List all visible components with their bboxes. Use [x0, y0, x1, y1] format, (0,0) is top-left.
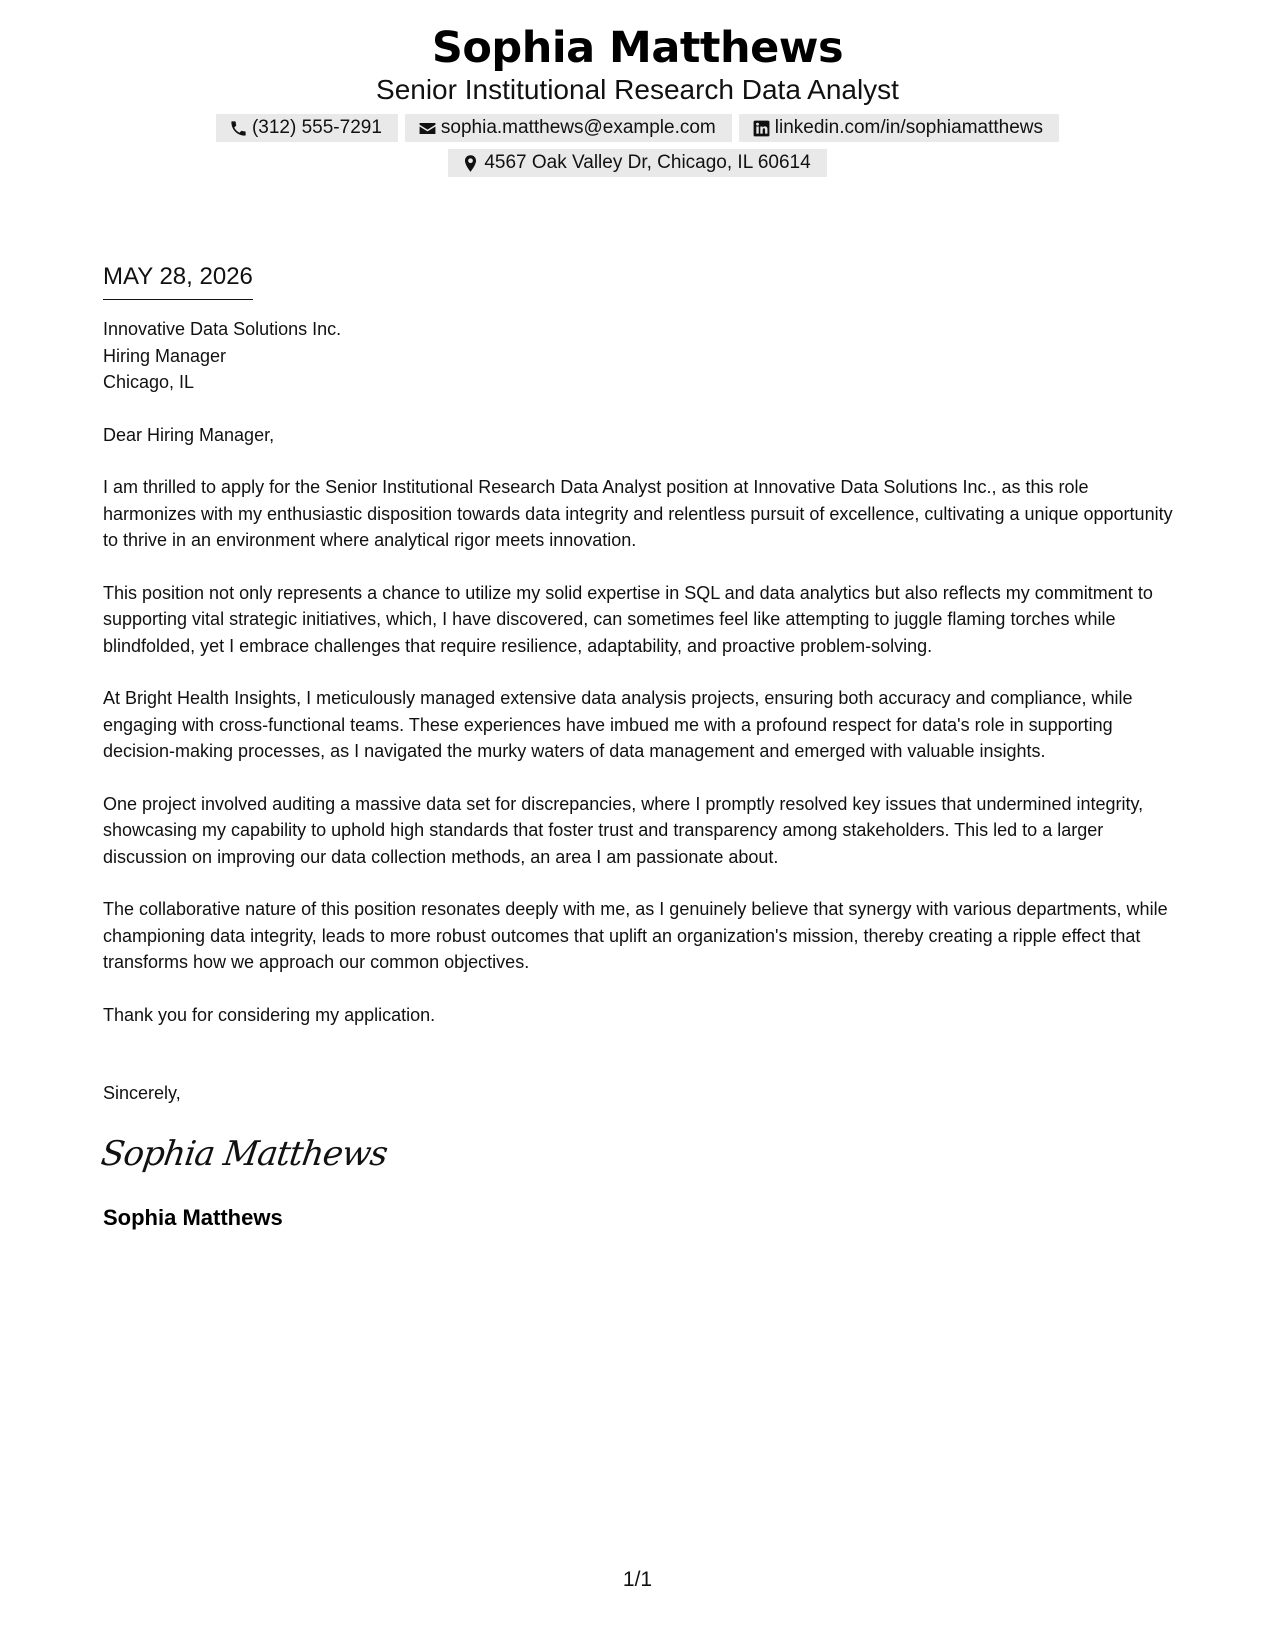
letter-date: MAY 28, 2026 [103, 262, 253, 300]
contact-linkedin-text: linkedin.com/in/sophiamatthews [774, 117, 1044, 138]
phone-icon [229, 119, 248, 138]
page-number: 1/1 [622, 1568, 653, 1591]
recipient-block [103, 316, 1173, 396]
letter-header [0, 22, 1275, 177]
signer-name: Sophia Matthews [103, 1204, 283, 1230]
body-paragraph: I am thrilled to apply for the Senior Institutional Research Data Analyst position at Innovative Data Solutions Inc., as this role harmonizes with my enthusiastic disposition towards data integrity and relentless pursuit of excellence, cultivating a unique opportunity to thrive in an environment where analytical rigor meets innovation. [103, 477, 1173, 550]
salutation: Dear Hiring Manager, [103, 424, 275, 445]
body-paragraph: Thank you for considering my application. [103, 1004, 436, 1025]
handwritten-signature [98, 1129, 1173, 1177]
map-pin-icon [461, 154, 480, 173]
body-paragraph: One project involved auditing a massive data set for discrepancies, where I promptly resolved key issues that undermined integrity, showcasing my capability to uphold high standards that foster trust and transparency among stakeholders. This led to a larger discussion on improving our data collection methods, an area I am passionate about. [103, 793, 1144, 867]
body-paragraph: At Bright Health Insights, I meticulously managed extensive data analysis projects, ensuring both accuracy and compliance, while engaging with cross-functional teams. These experiences have imbued me with a profound respect for data's role in supporting decision-making processes, as I navigated the murky waters of data management and emerged with valuable insights. [103, 688, 1133, 761]
contact-address-text: 4567 Oak Valley Dr, Chicago, IL 60614 [484, 152, 811, 173]
contact-email-text: sophia.matthews@example.com [440, 117, 716, 138]
closing: Sincerely, [103, 1083, 181, 1103]
recipient-person: Hiring Manager [103, 345, 227, 366]
applicant-name: Sophia Matthews [431, 23, 844, 73]
recipient-location: Chicago, IL [103, 372, 195, 392]
body-paragraph: The collaborative nature of this position resonates deeply with me, as I genuinely believe that synergy with various departments, while championing data integrity, leads to more robust outcomes that uplift an organization's mission, thereby creating a ripple effect that transforms how we approach our common objectives. [103, 899, 1168, 972]
contact-address [448, 149, 826, 177]
recipient-company: Innovative Data Solutions Inc. [103, 319, 342, 339]
linkedin-icon [752, 119, 771, 138]
body-paragraph: This position not only represents a chance to utilize my solid expertise in SQL and data analytics but also reflects my commitment to supporting vital strategic initiatives, which, I have discovered, can sometimes feel like attempting to juggle flaming torches while blindfolded, yet I embrace challenges that require resilience, adaptability, and proactive problem-solving. [103, 582, 1153, 656]
signature-text: Sophia Matthews [98, 1133, 390, 1174]
contact-phone[interactable] [216, 114, 398, 142]
contact-row-secondary [0, 149, 1275, 177]
contact-email[interactable] [405, 114, 732, 142]
contact-row-primary [0, 114, 1275, 142]
applicant-title: Senior Institutional Research Data Analyst [376, 74, 899, 105]
letter-body [98, 262, 1173, 1231]
envelope-icon [418, 119, 437, 138]
signature-image [98, 1129, 390, 1177]
contact-linkedin[interactable] [739, 114, 1059, 142]
contact-phone-text: (312) 555-7291 [251, 117, 382, 138]
